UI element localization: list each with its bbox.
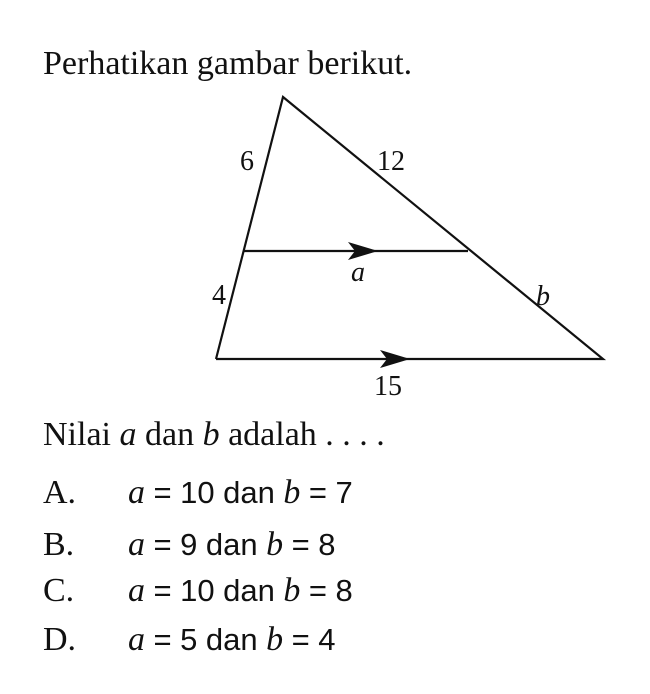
option-dan: dan — [205, 622, 258, 657]
option-var-b: b — [266, 526, 284, 563]
option-b-value: 4 — [318, 622, 336, 657]
option-b-value: 8 — [318, 527, 336, 562]
label-left-top: 6 — [240, 146, 254, 177]
option-letter: C. — [43, 572, 75, 609]
option-c[interactable] — [43, 574, 353, 608]
label-middle: a — [351, 257, 365, 288]
option-equals: = — [291, 527, 310, 562]
option-var-a: a — [128, 621, 145, 658]
question-text — [43, 418, 385, 452]
option-letter: A. — [43, 474, 77, 511]
option-equals: = — [291, 622, 310, 657]
option-equals: = — [153, 527, 172, 562]
option-var-a: a — [128, 572, 145, 609]
option-dan: dan — [223, 573, 275, 608]
label-right-top: 12 — [377, 146, 405, 177]
option-equals: = — [153, 573, 172, 608]
question-var-b: b — [202, 416, 220, 453]
option-equals: = — [153, 622, 172, 657]
label-left-bottom: 4 — [212, 280, 226, 311]
option-dan: dan — [205, 527, 258, 562]
option-b-value: 8 — [335, 573, 353, 608]
option-equals: = — [308, 475, 327, 510]
option-b-value: 7 — [335, 475, 353, 510]
option-a-value: 5 — [180, 622, 198, 657]
option-dan: dan — [223, 475, 275, 510]
option-var-b: b — [283, 572, 301, 609]
option-letter: D. — [43, 621, 77, 658]
triangle-outline — [216, 97, 603, 359]
label-base: 15 — [374, 371, 402, 402]
option-letter: B. — [43, 526, 75, 563]
option-var-a: a — [128, 526, 145, 563]
option-equals: = — [308, 573, 327, 608]
option-var-b: b — [266, 621, 284, 658]
option-equals: = — [153, 475, 172, 510]
option-a[interactable] — [43, 476, 353, 510]
option-var-a: a — [128, 474, 145, 511]
question-mid: dan — [144, 416, 195, 453]
option-b[interactable] — [43, 528, 335, 562]
option-a-value: 9 — [180, 527, 198, 562]
option-d[interactable] — [43, 623, 335, 657]
option-a-value: 10 — [180, 573, 215, 608]
intro-text: Perhatikan gambar berikut. — [43, 45, 413, 82]
question-suffix: adalah . . . . — [228, 416, 385, 453]
label-right-bottom: b — [536, 281, 550, 312]
option-a-value: 10 — [180, 475, 215, 510]
option-var-b: b — [283, 474, 301, 511]
question-var-a: a — [119, 416, 137, 453]
question-prefix: Nilai — [43, 416, 111, 453]
